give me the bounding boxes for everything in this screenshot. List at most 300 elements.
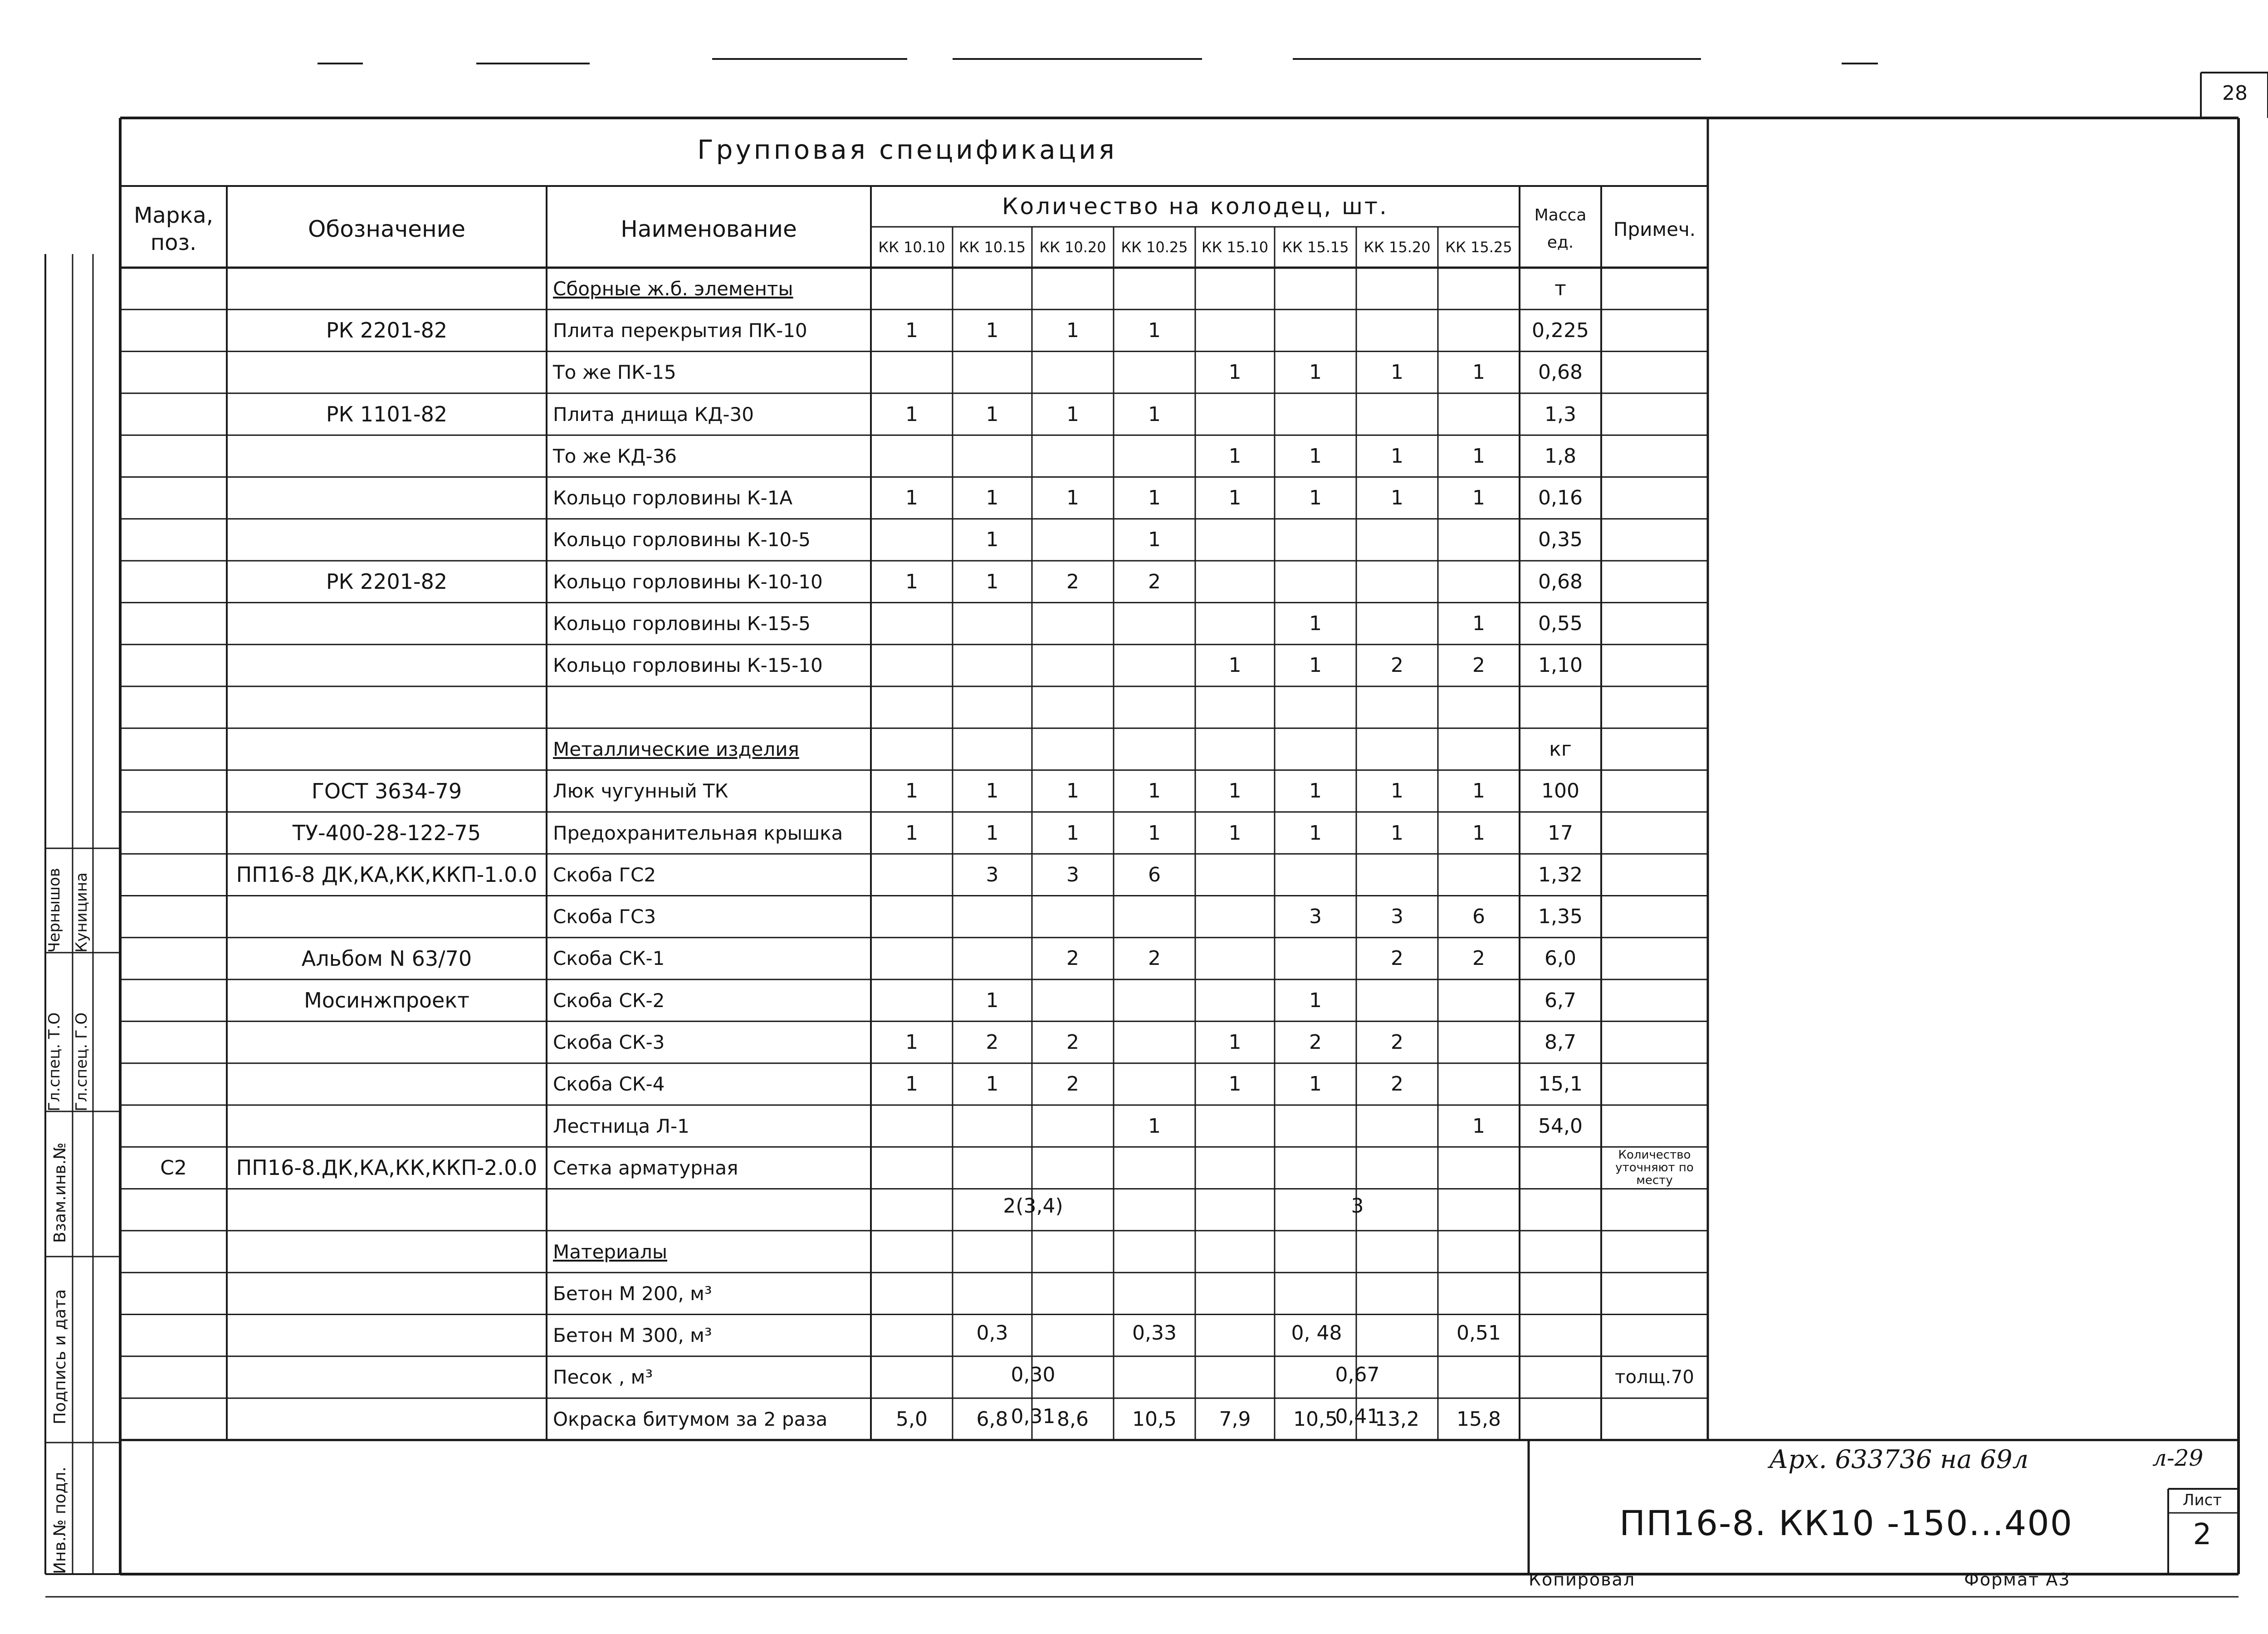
row-name: Металлические изделия <box>553 738 799 760</box>
row-name: Сборные ж.б. элементы <box>553 277 793 300</box>
row-qty-6 <box>1356 561 1438 602</box>
top-sheet-number: 28 <box>2222 81 2248 105</box>
row-designation: Альбом N 63/70 <box>301 946 472 971</box>
row-designation <box>227 1105 547 1147</box>
row-note <box>1601 1063 1708 1105</box>
row-qty-6: 2 <box>1391 654 1403 677</box>
row-qty-3: 1 <box>1148 318 1161 342</box>
setka-qty-group-b: 3 <box>1351 1194 1364 1218</box>
row-qty-7: 2 <box>1472 947 1485 970</box>
row-qty-1: 1 <box>986 402 999 426</box>
row-qty-1: 1 <box>986 570 999 593</box>
row-qty-0 <box>871 352 953 393</box>
row-mass <box>1520 1147 1601 1189</box>
row-qty-5 <box>1275 686 1356 728</box>
row-qty-1: 1 <box>986 779 999 803</box>
row-designation <box>227 1189 547 1231</box>
row-mark <box>120 1063 227 1105</box>
row-qty-5: 1 <box>1309 444 1322 468</box>
row-qty-6 <box>1356 1272 1438 1314</box>
row-designation <box>227 435 547 477</box>
row-mark <box>120 854 227 895</box>
side-vzam: Взам.инв.№ <box>51 1142 69 1243</box>
header-well-2: КК 10.20 <box>1039 239 1106 256</box>
row-designation: ПП16-8.ДК,КА,КК,ККП-2.0.0 <box>236 1155 538 1180</box>
row-qty-5: 1 <box>1309 1072 1322 1096</box>
row-qty-6 <box>1356 854 1438 895</box>
row-qty-7 <box>1438 979 1520 1021</box>
row-qty-3: 1 <box>1148 779 1161 803</box>
row-qty-6: 2 <box>1391 947 1403 970</box>
row-qty-3: 1 <box>1148 1114 1161 1138</box>
row-qty-0 <box>871 1147 953 1189</box>
row-qty-4 <box>1195 519 1275 561</box>
row-qty-4 <box>1195 309 1275 351</box>
row-designation <box>227 268 547 309</box>
row-qty-4 <box>1195 1147 1275 1189</box>
row-qty-7 <box>1438 1272 1520 1314</box>
row-name <box>547 686 871 728</box>
row-designation: ГОСТ 3634-79 <box>311 778 462 803</box>
row-qty-0 <box>871 1105 953 1147</box>
row-qty-0: 1 <box>905 318 918 342</box>
row-qty-1 <box>953 896 1032 938</box>
row-qty-3 <box>1114 645 1195 686</box>
row-designation <box>227 1356 547 1398</box>
header-well-1: КК 10.15 <box>958 239 1026 256</box>
row-name: Скоба СК-4 <box>553 1073 665 1096</box>
row-mass: 1,32 <box>1538 863 1583 886</box>
row-qty-7 <box>1438 309 1520 351</box>
beton300-b: 0,67 <box>1335 1363 1380 1386</box>
row-note <box>1601 435 1708 477</box>
row-qty-2 <box>1032 686 1114 728</box>
row-mark: С2 <box>160 1156 187 1179</box>
row-qty-2 <box>1032 268 1114 309</box>
row-qty-3: 1 <box>1148 821 1161 845</box>
row-name: Плита днища КД-30 <box>553 403 754 426</box>
row-mark <box>120 1356 227 1398</box>
row-name: Окраска битумом за 2 раза <box>553 1408 828 1430</box>
row-qty-5 <box>1275 728 1356 770</box>
row-mark <box>120 686 227 728</box>
row-qty-3: 2 <box>1148 947 1161 970</box>
row-note <box>1601 686 1708 728</box>
row-qty-1: 1 <box>986 821 999 845</box>
row-qty-0 <box>871 1231 953 1272</box>
row-qty-1 <box>953 268 1032 309</box>
row-mark <box>120 1315 227 1356</box>
row-designation: РК 1101-82 <box>326 402 448 427</box>
row-note <box>1601 1189 1708 1231</box>
row-qty-3 <box>1114 352 1195 393</box>
row-qty-3 <box>1114 728 1195 770</box>
row-qty-4 <box>1195 268 1275 309</box>
row-note <box>1601 645 1708 686</box>
row-note <box>1601 268 1708 309</box>
row-mark <box>120 435 227 477</box>
row-qty-1 <box>953 352 1032 393</box>
row-qty-6 <box>1356 979 1438 1021</box>
row-qty-0 <box>871 602 953 644</box>
row-qty-1: 1 <box>986 318 999 342</box>
row-mark <box>120 602 227 644</box>
row-mass: 15,1 <box>1538 1072 1583 1096</box>
pesok-b: 0,41 <box>1335 1404 1380 1428</box>
archive-sheet: л-29 <box>2152 1445 2204 1471</box>
row-qty-2: 2 <box>1066 1031 1079 1054</box>
row-qty-0: 1 <box>905 402 918 426</box>
row-qty-0 <box>871 1272 953 1314</box>
row-qty-2: 2 <box>1066 1072 1079 1096</box>
row-qty-6 <box>1356 602 1438 644</box>
row-note <box>1601 728 1708 770</box>
row-qty-0 <box>871 938 953 979</box>
row-qty-6: 1 <box>1391 779 1403 803</box>
row-qty-2: 1 <box>1066 318 1079 342</box>
beton200-b: 0,33 <box>1132 1321 1177 1345</box>
row-qty-0: 1 <box>905 486 918 510</box>
row-qty-0 <box>871 435 953 477</box>
row-qty-1: 6,8 <box>976 1407 1008 1431</box>
row-mass <box>1520 1356 1601 1398</box>
row-qty-7 <box>1438 854 1520 895</box>
row-mark <box>120 770 227 812</box>
row-mark <box>120 1231 227 1272</box>
row-qty-2 <box>1032 1105 1114 1147</box>
row-qty-3: 1 <box>1148 402 1161 426</box>
row-qty-0: 1 <box>905 821 918 845</box>
row-qty-2: 2 <box>1066 947 1079 970</box>
row-qty-7 <box>1438 561 1520 602</box>
row-qty-2: 1 <box>1066 779 1079 803</box>
row-mass: 17 <box>1548 821 1573 845</box>
row-qty-0 <box>871 645 953 686</box>
row-mass: т <box>1554 277 1566 300</box>
row-designation <box>227 728 547 770</box>
row-qty-2: 1 <box>1066 821 1079 845</box>
row-qty-4: 1 <box>1228 821 1242 845</box>
row-mass: 1,10 <box>1538 654 1583 677</box>
row-note <box>1601 938 1708 979</box>
row-qty-6: 1 <box>1391 486 1403 510</box>
row-qty-7: 2 <box>1472 654 1485 677</box>
side-gl-spec-2: Гл.спец. Г.О <box>73 1012 91 1111</box>
row-qty-7: 1 <box>1472 486 1485 510</box>
header-note: Примеч. <box>1613 218 1696 240</box>
row-qty-5 <box>1275 938 1356 979</box>
row-qty-1: 1 <box>986 528 999 552</box>
row-qty-4: 1 <box>1228 654 1242 677</box>
row-qty-7: 1 <box>1472 779 1485 803</box>
header-qty-group: Количество на колодец, шт. <box>1002 193 1388 220</box>
beton200-c: 0, 48 <box>1291 1321 1342 1345</box>
row-designation: Мосинжпроект <box>304 988 469 1013</box>
row-qty-7 <box>1438 728 1520 770</box>
row-qty-1 <box>953 645 1032 686</box>
row-mass: 0,68 <box>1538 361 1583 384</box>
row-qty-3 <box>1114 1231 1195 1272</box>
row-qty-3 <box>1114 979 1195 1021</box>
row-mass: 100 <box>1541 779 1579 803</box>
row-name: Песок , м³ <box>553 1366 653 1389</box>
row-designation: РК 2201-82 <box>326 318 448 343</box>
row-name: Бетон М 200, м³ <box>553 1282 712 1305</box>
header-well-5: КК 15.15 <box>1282 239 1349 256</box>
row-note <box>1601 309 1708 351</box>
side-kunitsina: Куницина <box>73 872 91 953</box>
row-qty-2 <box>1032 1272 1114 1314</box>
row-designation <box>227 352 547 393</box>
row-qty-4: 1 <box>1228 779 1242 803</box>
row-qty-3 <box>1114 1272 1195 1314</box>
row-qty-5: 1 <box>1309 654 1322 677</box>
row-note <box>1601 1105 1708 1147</box>
row-qty-4 <box>1195 1105 1275 1147</box>
header-well-7: КК 15.25 <box>1445 239 1512 256</box>
row-qty-7: 1 <box>1472 821 1485 845</box>
beton200-a: 0,3 <box>976 1321 1008 1345</box>
row-qty-1 <box>953 686 1032 728</box>
row-qty-6 <box>1356 519 1438 561</box>
row-qty-5: 1 <box>1309 988 1322 1012</box>
row-mass <box>1520 1272 1601 1314</box>
row-qty-0 <box>871 268 953 309</box>
row-qty-5 <box>1275 268 1356 309</box>
row-qty-2: 8,6 <box>1057 1407 1089 1431</box>
row-name: Скоба СК-3 <box>553 1031 665 1054</box>
row-mark <box>120 896 227 938</box>
row-name: Кольцо горловины К-15-10 <box>553 654 823 677</box>
row-qty-7 <box>1438 393 1520 435</box>
row-note <box>1601 352 1708 393</box>
side-podpis: Подпись и дата <box>51 1289 69 1424</box>
row-qty-6 <box>1356 728 1438 770</box>
row-qty-7 <box>1438 519 1520 561</box>
row-qty-6: 1 <box>1391 361 1403 384</box>
row-mark <box>120 477 227 519</box>
row-qty-1: 2 <box>986 1031 999 1054</box>
row-designation <box>227 686 547 728</box>
row-name: Кольцо горловины К-10-5 <box>553 528 811 551</box>
row-designation <box>227 519 547 561</box>
row-qty-1 <box>953 435 1032 477</box>
row-designation <box>227 1021 547 1063</box>
row-qty-5: 1 <box>1309 612 1322 636</box>
row-designation <box>227 1063 547 1105</box>
row-qty-4 <box>1195 979 1275 1021</box>
row-qty-7 <box>1438 1147 1520 1189</box>
row-qty-0 <box>871 979 953 1021</box>
row-qty-3 <box>1114 686 1195 728</box>
row-qty-0: 5,0 <box>896 1407 928 1431</box>
beton300-a: 0,30 <box>1011 1363 1056 1386</box>
row-qty-4: 1 <box>1228 1031 1242 1054</box>
row-note <box>1601 477 1708 519</box>
row-mark <box>120 812 227 854</box>
row-qty-1 <box>953 1105 1032 1147</box>
row-qty-0: 1 <box>905 1031 918 1054</box>
beton200-d: 0,51 <box>1457 1321 1501 1345</box>
row-qty-2: 3 <box>1066 863 1079 886</box>
header-designation: Обозначение <box>308 216 465 242</box>
row-mass <box>1520 1398 1601 1440</box>
header-well-4: КК 15.10 <box>1201 239 1269 256</box>
row-qty-5: 1 <box>1309 361 1322 384</box>
row-mark <box>120 645 227 686</box>
row-name: Скоба СК-2 <box>553 989 665 1012</box>
row-qty-3 <box>1114 602 1195 644</box>
row-qty-3: 6 <box>1148 863 1161 886</box>
row-designation <box>227 645 547 686</box>
row-qty-2 <box>1032 645 1114 686</box>
row-name: То же КД-36 <box>553 445 677 467</box>
row-qty-4 <box>1195 686 1275 728</box>
row-mass <box>1520 1231 1601 1272</box>
row-name: Бетон М 300, м³ <box>553 1324 712 1347</box>
row-name: Кольцо горловины К-15-5 <box>553 612 811 635</box>
row-name: Скоба ГС3 <box>553 905 656 928</box>
row-qty-7 <box>1438 1063 1520 1105</box>
row-designation <box>227 1272 547 1314</box>
row-qty-1 <box>953 938 1032 979</box>
row-qty-5: 1 <box>1309 486 1322 510</box>
row-mass: 0,55 <box>1538 612 1583 636</box>
row-qty-4 <box>1195 1231 1275 1272</box>
row-qty-6 <box>1356 686 1438 728</box>
row-name: Сетка арматурная <box>553 1156 738 1179</box>
header-well-3: КК 10.25 <box>1121 239 1188 256</box>
row-qty-2: 1 <box>1066 486 1079 510</box>
row-note <box>1601 1398 1708 1440</box>
row-qty-3: 2 <box>1148 570 1161 593</box>
row-mark <box>120 268 227 309</box>
row-mark <box>120 352 227 393</box>
format-label: Формат А3 <box>1964 1570 2071 1590</box>
row-mass: 1,35 <box>1538 905 1583 929</box>
row-qty-4: 1 <box>1228 486 1242 510</box>
pesok-a: 0,31 <box>1011 1404 1056 1428</box>
row-name: Лестница Л-1 <box>553 1115 689 1137</box>
row-qty-3: 1 <box>1148 486 1161 510</box>
row-note <box>1601 1231 1708 1272</box>
row-qty-5 <box>1275 1147 1356 1189</box>
header-well-0: КК 10.10 <box>878 239 945 256</box>
row-qty-2 <box>1032 728 1114 770</box>
row-qty-4 <box>1195 854 1275 895</box>
row-qty-0: 1 <box>905 779 918 803</box>
row-mark <box>120 1189 227 1231</box>
row-qty-5 <box>1275 1231 1356 1272</box>
list-number: 2 <box>2193 1517 2212 1551</box>
row-qty-1: 1 <box>986 1072 999 1096</box>
row-mass: 0,35 <box>1538 528 1583 552</box>
row-qty-5 <box>1275 561 1356 602</box>
row-mark <box>120 561 227 602</box>
row-qty-1 <box>953 602 1032 644</box>
row-mass: 6,0 <box>1545 947 1576 970</box>
row-qty-3 <box>1114 1063 1195 1105</box>
row-qty-1: 3 <box>986 863 999 886</box>
row-name: Кольцо горловины К-10-10 <box>553 570 823 593</box>
archive-note: Арх. 633736 на 69л <box>1769 1445 2029 1474</box>
row-qty-5: 2 <box>1309 1031 1322 1054</box>
row-designation: ТУ-400-28-122-75 <box>292 821 481 846</box>
row-designation: РК 2201-82 <box>326 569 448 594</box>
row-qty-7 <box>1438 686 1520 728</box>
row-qty-6 <box>1356 1147 1438 1189</box>
row-qty-5: 1 <box>1309 779 1322 803</box>
row-qty-4: 7,9 <box>1219 1407 1251 1431</box>
row-mass <box>1520 1189 1601 1231</box>
row-mark <box>120 1105 227 1147</box>
row-qty-5: 3 <box>1309 905 1322 929</box>
row-qty-3 <box>1114 1147 1195 1189</box>
doc-code: ПП16-8. КК10 -150...400 <box>1619 1503 2073 1543</box>
row-qty-3 <box>1114 435 1195 477</box>
header-well-6: КК 15.20 <box>1364 239 1431 256</box>
row-qty-4 <box>1195 896 1275 938</box>
row-qty-7: 1 <box>1472 361 1485 384</box>
side-inv-podl: Инв.№ подл. <box>51 1467 69 1574</box>
row-name: Предохранительная крышка <box>553 822 843 844</box>
row-qty-4 <box>1195 938 1275 979</box>
row-qty-0: 1 <box>905 570 918 593</box>
row-note <box>1601 519 1708 561</box>
row-note <box>1601 393 1708 435</box>
side-chernyshov: Чернышов <box>45 868 64 953</box>
row-qty-0 <box>871 896 953 938</box>
row-mass: 1,3 <box>1545 402 1576 426</box>
row-qty-3 <box>1114 268 1195 309</box>
row-qty-3 <box>1114 1021 1195 1063</box>
row-qty-4 <box>1195 728 1275 770</box>
row-qty-2 <box>1032 602 1114 644</box>
row-designation: ПП16-8 ДК,КА,КК,ККП-1.0.0 <box>236 862 538 887</box>
row-qty-6: 3 <box>1391 905 1403 929</box>
row-mark <box>120 309 227 351</box>
row-note <box>1601 979 1708 1021</box>
row-note <box>1601 1272 1708 1314</box>
row-name: То же ПК-15 <box>553 361 676 384</box>
row-qty-5: 1 <box>1309 821 1322 845</box>
row-qty-4 <box>1195 393 1275 435</box>
row-qty-1: 1 <box>986 988 999 1012</box>
row-note <box>1601 1021 1708 1063</box>
row-mass <box>1520 686 1601 728</box>
row-qty-1: 1 <box>986 486 999 510</box>
row-qty-6: 1 <box>1391 444 1403 468</box>
row-name: Скоба СК-1 <box>553 947 665 970</box>
row-qty-1 <box>953 1147 1032 1189</box>
row-mark <box>120 393 227 435</box>
row-qty-7: 1 <box>1472 612 1485 636</box>
row-note <box>1601 812 1708 854</box>
row-qty-1 <box>953 728 1032 770</box>
row-note: толщ.70 <box>1615 1366 1694 1388</box>
row-qty-2 <box>1032 1147 1114 1189</box>
row-qty-7 <box>1438 1231 1520 1272</box>
row-qty-6 <box>1356 393 1438 435</box>
row-qty-0 <box>871 728 953 770</box>
row-qty-4: 1 <box>1228 1072 1242 1096</box>
row-mark <box>120 728 227 770</box>
row-qty-4: 1 <box>1228 444 1242 468</box>
row-qty-7: 1 <box>1472 1114 1485 1138</box>
row-qty-1 <box>953 1272 1032 1314</box>
row-mark <box>120 1021 227 1063</box>
row-qty-5 <box>1275 519 1356 561</box>
